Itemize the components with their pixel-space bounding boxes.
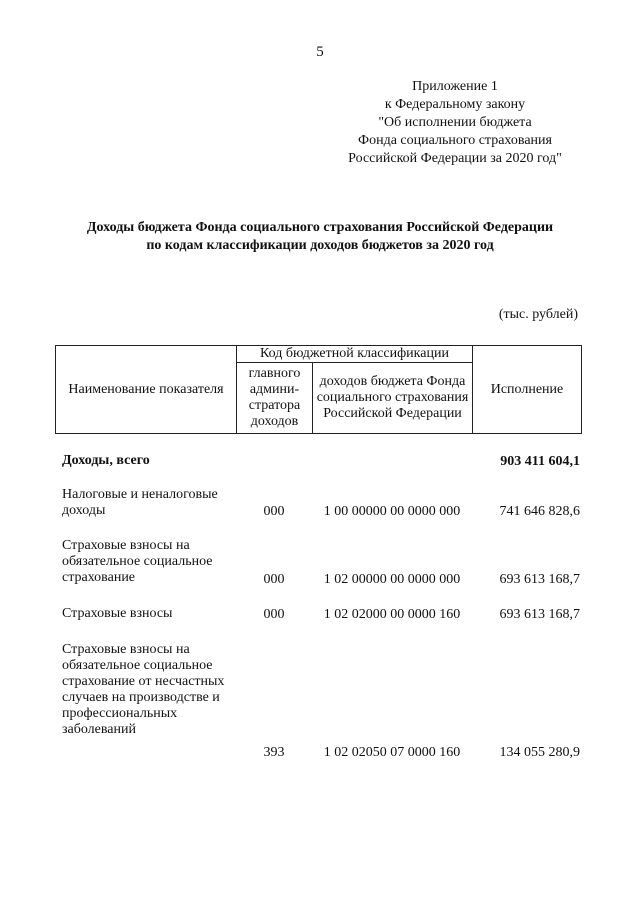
row-revenue-code: 1 00 00000 00 0000 000 [323,504,461,519]
page-number: 5 [316,44,324,60]
row-name: Страховые взносы [62,606,173,621]
row-name: Страховые взносы на обязательное социальное страхование [62,538,213,585]
row-value: 693 613 168,7 [499,607,580,622]
row-name: Налоговые и неналоговые доходы [62,487,218,518]
document-title [40,219,600,255]
row-revenue-code: 1 02 02050 07 0000 160 [323,745,461,760]
row-name: Страховые взносы на обязательное социальное страхование от несчастных случаев на производстве и профессиональных заболеваний [62,642,225,737]
header-revenue: доходов бюджета Фонда социального страхования Российской Федерации [316,374,469,421]
appendix-line: Приложение 1 [412,79,498,94]
row-admin-code: 393 [263,745,285,760]
row-value: 693 613 168,7 [499,572,580,587]
header-execution: Исполнение [490,381,564,397]
appendix-line: Фонда социального страхования [358,133,552,148]
appendix-line: "Об исполнении бюджета [378,115,532,130]
title-line-1: Доходы бюджета Фонда социального страхования Российской Федерации [86,220,554,235]
appendix-line: Российской Федерации за 2020 год" [348,151,562,166]
title-line-2: по кодам классификации доходов бюджетов за 2020 год [146,238,494,253]
header-admin: главного админи- стратора доходов [248,366,301,429]
row-value: 741 646 828,6 [499,504,580,519]
row-admin-code: 000 [263,504,285,519]
row-value: 903 411 604,1 [500,454,580,469]
row-name: Доходы, всего [62,453,150,468]
row-admin-code: 000 [263,607,285,622]
row-value: 134 055 280,9 [499,745,580,760]
header-name: Наименование показателя [68,381,224,397]
row-revenue-code: 1 02 02000 00 0000 160 [323,607,461,622]
appendix-line: к Федеральному закону [384,97,526,112]
header-code-group: Код бюджетной классификации [260,346,449,361]
appendix-block [330,78,580,168]
row-admin-code: 000 [263,572,285,587]
row-revenue-code: 1 02 00000 00 0000 000 [323,572,461,587]
units-label: (тыс. рублей) [498,307,578,322]
